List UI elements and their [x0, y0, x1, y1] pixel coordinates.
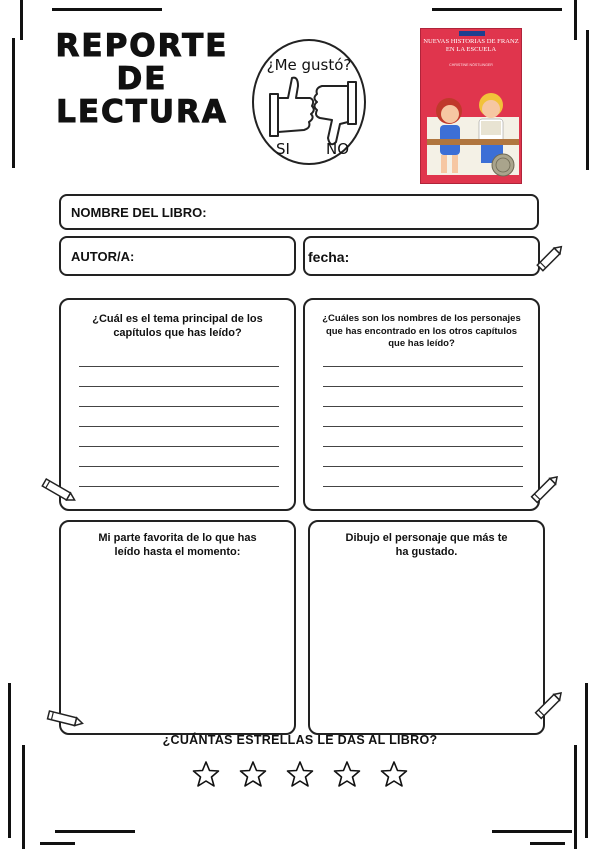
- page-title: [52, 30, 232, 129]
- star-icon[interactable]: [286, 760, 314, 788]
- writing-line: [79, 386, 279, 387]
- main-theme-box[interactable]: [59, 298, 296, 511]
- corner-line: [8, 683, 11, 838]
- book-name-label: NOMBRE DEL LIBRO:: [71, 205, 207, 220]
- stars-rating-label: ¿CUÁNTAS ESTRELLAS LE DAS AL LIBRO?: [162, 733, 438, 747]
- poll-yes: SI: [276, 140, 290, 158]
- pencil-icon: [532, 240, 568, 276]
- date-label: fecha:: [308, 249, 350, 265]
- writing-line: [323, 486, 523, 487]
- corner-line: [432, 8, 562, 11]
- writing-line: [79, 446, 279, 447]
- characters-box[interactable]: [303, 298, 540, 511]
- star-icon[interactable]: [239, 760, 267, 788]
- title-line: DE: [116, 61, 168, 97]
- star-icon[interactable]: [380, 760, 408, 788]
- writing-line: [79, 426, 279, 427]
- corner-line: [55, 830, 135, 833]
- writing-line: [323, 426, 523, 427]
- pencil-icon: [44, 708, 86, 730]
- date-field[interactable]: [303, 236, 540, 276]
- pencil-icon: [530, 686, 568, 724]
- favorite-part-box[interactable]: [59, 520, 296, 735]
- poll-question: ¿Me gustó?: [266, 56, 352, 74]
- corner-line: [20, 0, 23, 40]
- author-label: AUTOR/A:: [71, 249, 135, 264]
- writing-line: [323, 446, 523, 447]
- writing-line: [323, 406, 523, 407]
- like-dislike-illustration: [248, 36, 370, 168]
- corner-line: [492, 830, 572, 833]
- publisher-logo: [459, 31, 485, 36]
- book-cover-title: NUEVAS HISTORIAS DE FRANZ EN LA ESCUELA: [423, 38, 519, 53]
- main-theme-question: ¿Cuál es el tema principal de los capítulos que has leído?: [92, 313, 263, 339]
- star-icon[interactable]: [192, 760, 220, 788]
- favorite-part-question: Mi parte favorita de lo que has leído hasta el momento:: [98, 532, 257, 558]
- writing-line: [79, 366, 279, 367]
- poll-no: NO: [326, 140, 350, 158]
- corner-line: [40, 842, 75, 845]
- corner-line: [22, 745, 25, 849]
- corner-line: [12, 38, 15, 168]
- writing-line: [79, 406, 279, 407]
- book-illustration-icon: [421, 69, 522, 184]
- writing-line: [323, 466, 523, 467]
- corner-line: [574, 745, 577, 849]
- book-cover-image: [420, 28, 522, 184]
- pencil-icon: [38, 476, 80, 506]
- pencil-icon: [526, 470, 564, 508]
- star-icon[interactable]: [333, 760, 361, 788]
- corner-line: [585, 683, 588, 838]
- corner-line: [574, 0, 577, 40]
- corner-line: [52, 8, 162, 11]
- corner-line: [530, 842, 565, 845]
- book-name-field[interactable]: [59, 194, 539, 230]
- book-cover-author: CHRISTINE NÖSTLINGER: [449, 63, 493, 67]
- writing-line: [323, 386, 523, 387]
- writing-line: [79, 486, 279, 487]
- corner-line: [586, 30, 589, 170]
- writing-line: [79, 466, 279, 467]
- drawing-box[interactable]: [308, 520, 545, 735]
- author-field[interactable]: [59, 236, 296, 276]
- writing-line: [323, 366, 523, 367]
- characters-question: ¿Cuáles son los nombres de los personajes que has encontrado en los otros capítulos que has leído?: [322, 313, 521, 349]
- drawing-question: Dibujo el personaje que más te ha gustado.: [345, 532, 508, 558]
- title-line: LECTURA: [56, 94, 228, 130]
- title-line: REPORTE: [55, 28, 229, 64]
